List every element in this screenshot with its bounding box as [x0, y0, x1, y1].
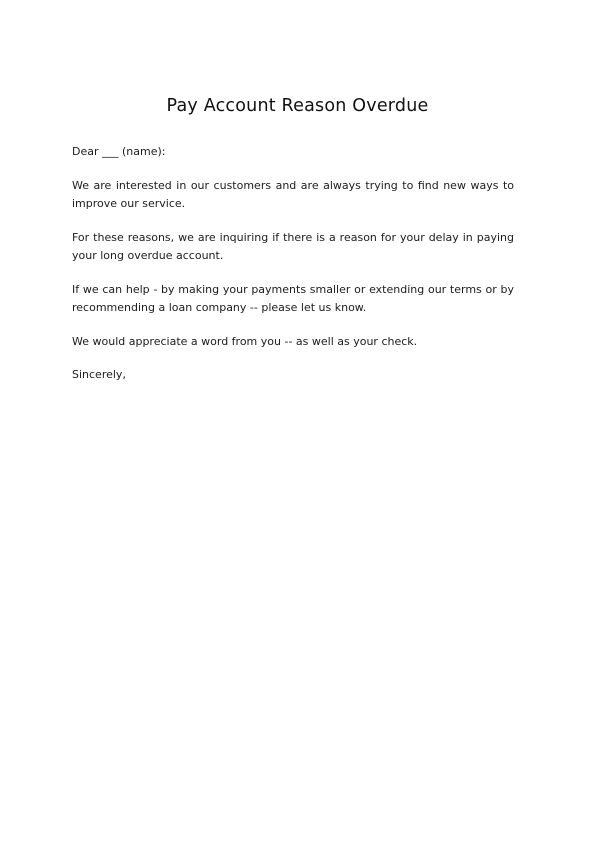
closing: Sincerely, — [72, 368, 126, 381]
paragraph-inquiry: For these reasons, we are inquiring if there is a reason for your delay in paying your long overdue account. — [72, 230, 514, 262]
letter-body — [72, 143, 514, 385]
paragraph-request: We would appreciate a word from you -- as well as your check. — [72, 334, 418, 348]
salutation: Dear ___ (name): — [72, 145, 166, 158]
document-title: Pay Account Reason Overdue — [166, 96, 429, 116]
paragraph-intro: We are interested in our customers and are always trying to find new ways to improve our service. — [72, 178, 514, 210]
paragraph-offer-help: If we can help - by making your payments smaller or extending our terms or by recommending a loan company -- please let us know. — [72, 282, 514, 314]
